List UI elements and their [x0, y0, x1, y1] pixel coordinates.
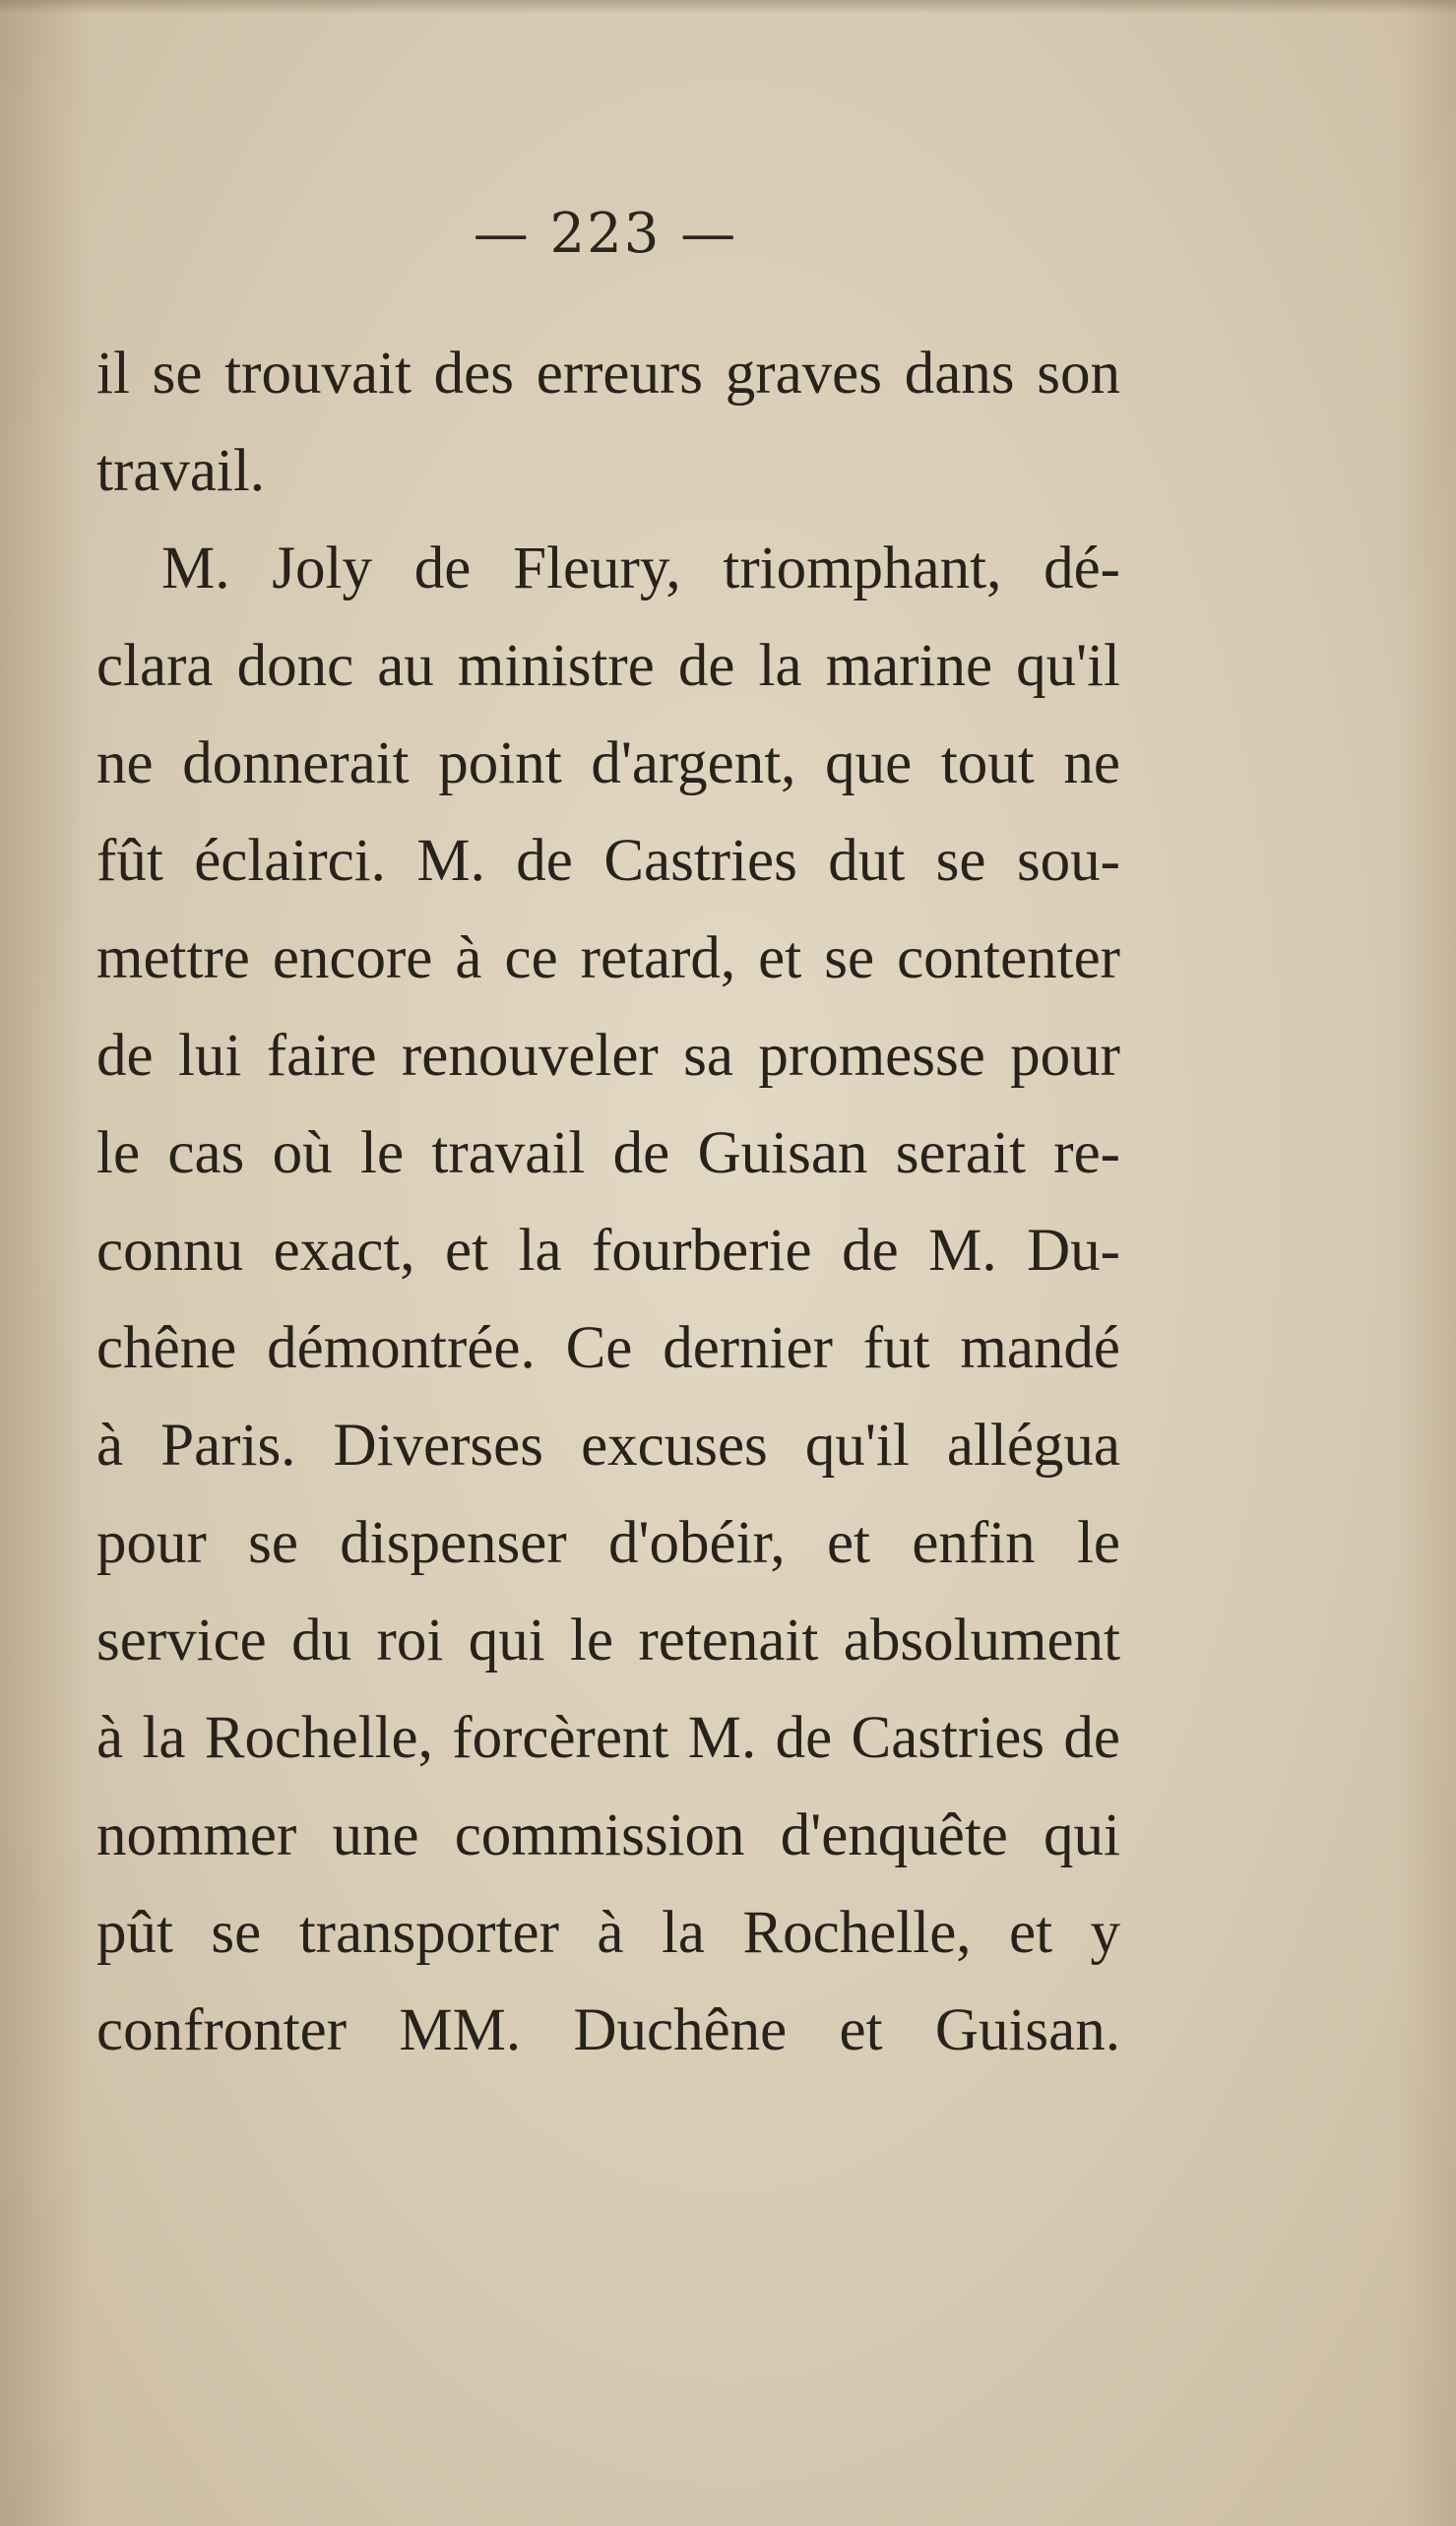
text-line: il se trouvait des erreurs graves dans son — [96, 341, 1120, 407]
page-shadow-right — [1397, 0, 1456, 2526]
text-line: pour se dispenser d'obéir, et enfin le — [96, 1510, 1120, 1576]
text-line: travail. — [96, 438, 266, 504]
text-line: clara donc au ministre de la marine qu'il — [96, 633, 1120, 699]
text-line: à la Rochelle, forcèrent M. de Castries de — [96, 1705, 1120, 1771]
text-line: service du roi qui le retenait absolument — [96, 1608, 1120, 1673]
page-shadow-left — [0, 0, 89, 2526]
text-line: mettre encore à ce retard, et se contenter — [96, 925, 1120, 991]
text-line: pût se transporter à la Rochelle, et y — [96, 1900, 1120, 1966]
text-line: de lui faire renouveler sa promesse pour — [96, 1023, 1120, 1089]
text-line: à Paris. Diverses excuses qu'il allégua — [96, 1413, 1120, 1479]
text-line: nommer une commission d'enquête qui — [96, 1802, 1120, 1868]
body-text — [96, 325, 1120, 2079]
text-line: le cas où le travail de Guisan serait re- — [96, 1120, 1120, 1186]
page-shadow-top — [0, 0, 1456, 14]
text-line: ne donnerait point d'argent, que tout ne — [96, 730, 1120, 796]
page-number: — 223 — — [473, 202, 738, 266]
text-line: M. Joly de Fleury, triomphant, dé- — [161, 536, 1120, 601]
text-line: chêne démontrée. Ce dernier fut mandé — [96, 1315, 1120, 1381]
text-line: connu exact, et la fourberie de M. Du- — [96, 1218, 1120, 1284]
text-line: confronter MM. Duchêne et Guisan. — [96, 1997, 1120, 2063]
text-line: fût éclairci. M. de Castries dut se sou- — [96, 828, 1120, 894]
